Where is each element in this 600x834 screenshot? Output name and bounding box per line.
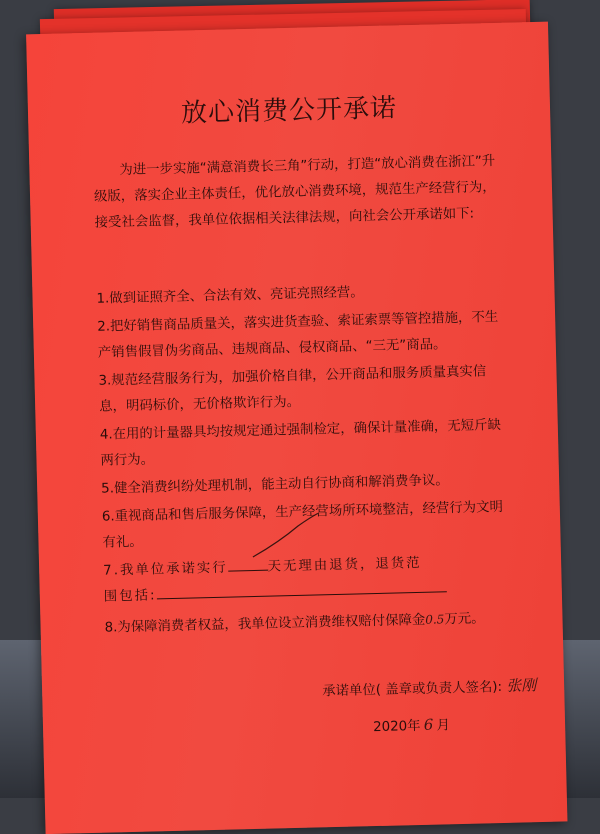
date-row: [373, 714, 450, 735]
pledge-item-3: 3.规范经营服务行为，加强价格自律，公开商品和服务质量真实信息，明码标价，无价格欺诈行为。: [98, 364, 487, 415]
pledge-item-5: 5.健全消费纠纷处理机制，能主动自行协商和解消费争议。: [101, 473, 449, 497]
date-month-suffix: 月: [436, 718, 451, 734]
date-year: 2020年: [372, 718, 421, 736]
pen-stroke-mark: [248, 511, 339, 563]
item8-text: 8.为保障消费者权益，我单位设立消费维权赔付保障金: [104, 612, 426, 636]
signature-label: 承诺单位( 盖章或负责人签名):: [322, 679, 503, 700]
item7-text-start: 7.我单位承诺实行: [103, 560, 228, 579]
signature-row: [322, 674, 537, 700]
pledge-item-8: [104, 605, 515, 642]
return-scope-blank: [156, 577, 446, 599]
pledge-document: [26, 22, 567, 834]
document-title: 放心消费公开承诺: [180, 93, 398, 129]
pledge-item-4: 4.在用的计量器具均按规定通过强制检定，确保计量准确，无短斤缺两行为。: [99, 417, 502, 469]
deposit-amount: 0.5: [425, 612, 445, 627]
pledge-item-6: 6.重视商品和售后服务保障，生产经营场所环境整洁，经营行为文明有礼。: [101, 499, 504, 551]
intro-paragraph: 为进一步实施“满意消费长三角”行动，打造“放心消费在浙江”升级版，落实企业主体责任，优化放心消费环境，规范生产经营行为，接受社会监督，我单位依据相关法律法规，向社会公开承诺如下:: [93, 153, 496, 231]
pledge-item-1: 1.做到证照齐全、合法有效、亮证亮照经营。: [96, 285, 364, 307]
handwritten-signature: 张刚: [506, 676, 537, 695]
item7-text-middle: 天无理由退货，退货范: [267, 555, 422, 575]
item8-unit: 万元。: [444, 611, 485, 628]
item7-text-end: 围包括:: [103, 588, 157, 605]
pledge-item-2: 2.把好销售商品质量关，落实进货查验、索证索票等管控措施，不生产销售假冒伪劣商品、违规商品、侵权商品、“三无”商品。: [97, 309, 499, 361]
date-month-handwritten: 6: [423, 715, 434, 734]
